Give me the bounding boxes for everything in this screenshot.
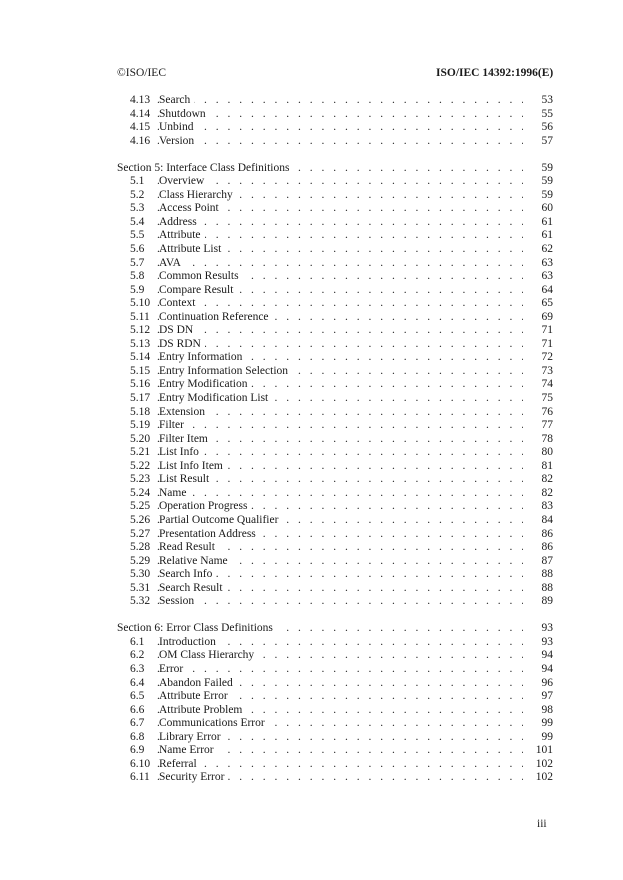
toc-entry-number: 5.25 [130,500,151,513]
toc-entry[interactable] [117,663,553,677]
toc-entry[interactable] [117,419,553,433]
toc-entry-page: 96 [523,677,553,691]
toc-entry-number: 4.16 [130,134,151,147]
dot-leader [157,406,523,420]
toc-entry-number: 6.5 [130,690,145,703]
toc-entry[interactable] [117,202,553,216]
toc-entry[interactable] [117,243,553,257]
toc-entry-number: 5.17 [130,392,151,405]
toc-entry[interactable] [117,351,553,365]
toc-entry-number: 6.9 [130,744,145,757]
toc-entry-page: 86 [523,528,553,542]
toc-entry-number: 5.9 [130,283,145,296]
toc-entry-page: 69 [523,311,553,325]
toc-entry-title: Security Error [159,771,228,785]
toc-entry[interactable] [117,446,553,460]
toc-entry-title: Common Results [159,270,243,284]
toc-entry-number: 5.2 [130,188,145,201]
toc-entry-number: 5.13 [130,337,151,350]
toc-entry-title: Relative Name [159,555,232,569]
toc-entry-title: Abandon Failed [159,677,237,691]
toc-entry-page: 88 [523,568,553,582]
dot-leader [157,135,523,149]
toc-entry-number: 5.11 [130,310,150,323]
toc-entry[interactable] [117,500,553,514]
toc-entry-title: Entry Modification List [159,392,272,406]
toc-entry-title: Class Hierarchy [159,189,237,203]
toc-entry-number: 6.10 [130,757,151,770]
toc-entry-page: 72 [523,351,553,365]
toc-entry-number: 5.26 [130,513,151,526]
toc-entry-page: 53 [523,94,553,108]
toc-entry-page: 77 [523,419,553,433]
toc-entry-number: 6.1 [130,635,145,648]
dot-leader [157,324,523,338]
dot-leader [157,94,523,108]
toc-entry-number: 6.7 [130,717,145,730]
toc-entry[interactable] [117,528,553,542]
toc-entry-number: 6.8 [130,730,145,743]
toc-entry-number: 5.21 [130,446,151,459]
toc-entry-title: Compare Result [159,284,237,298]
toc-entry[interactable] [117,406,553,420]
toc-entry-page: 86 [523,541,553,555]
toc-entry-title: Version [159,135,198,149]
toc-entry[interactable] [117,514,553,528]
toc-entry-number: 6.11 [130,771,150,784]
dot-leader [157,758,523,772]
toc-entry-page: 99 [523,717,553,731]
toc-entry-page: 102 [523,758,553,772]
toc-entry-page: 64 [523,284,553,298]
dot-leader [157,663,523,677]
toc-section-heading[interactable] [117,162,553,176]
toc-entry[interactable] [117,257,553,271]
header-standard-id: ISO/IEC 14392:1996(E) [436,67,554,79]
toc-entry-title: List Result [159,473,213,487]
toc-entry-number: 5.7 [130,256,145,269]
toc-entry-title: Name [159,487,190,501]
toc-entry-title: Context [159,297,199,311]
dot-leader [157,216,523,230]
toc-entry-page: 76 [523,406,553,420]
table-of-contents [117,94,553,785]
toc-entry[interactable] [117,758,553,772]
toc-entry-number: 4.15 [130,121,151,134]
toc-entry-title: Address [159,216,201,230]
toc-entry-page: 82 [523,473,553,487]
toc-entry-title: Search Info [159,568,216,582]
toc-entry[interactable] [117,433,553,447]
toc-entry-page: 88 [523,582,553,596]
toc-entry-page: 94 [523,663,553,677]
toc-entry-page: 71 [523,338,553,352]
toc-entry-title: List Info Item [159,460,227,474]
toc-entry-page: 83 [523,500,553,514]
footer-page-number: iii [537,818,547,830]
toc-entry-number: 5.22 [130,459,151,472]
toc-entry[interactable] [117,135,553,149]
toc-entry-title: Unbind [159,121,198,135]
toc-entry[interactable] [117,392,553,406]
toc-entry[interactable] [117,365,553,379]
toc-entry-page: 63 [523,257,553,271]
toc-entry-number: 5.18 [130,405,151,418]
toc-entry[interactable] [117,473,553,487]
toc-entry-number: 5.3 [130,202,145,215]
toc-entry[interactable] [117,378,553,392]
toc-entry-page: 65 [523,297,553,311]
toc-entry[interactable] [117,284,553,298]
toc-entry-title: Shutdown [159,108,210,122]
toc-entry-page: 61 [523,229,553,243]
toc-entry-title: Section 6: Error Class Definitions [117,622,277,636]
toc-entry[interactable] [117,487,553,501]
toc-entry-page: 71 [523,324,553,338]
toc-entry[interactable] [117,582,553,596]
toc-entry[interactable] [117,704,553,718]
toc-entry-number: 6.3 [130,662,145,675]
toc-entry-title: Entry Information [159,351,246,365]
toc-entry-number: 5.4 [130,215,145,228]
toc-entry-title: List Info [159,446,203,460]
toc-entry-title: Continuation Reference [159,311,273,325]
toc-entry-page: 89 [523,595,553,609]
toc-entry[interactable] [117,94,553,108]
dot-leader [157,297,523,311]
toc-entry-title: Overview [159,175,208,189]
toc-entry-page: 87 [523,555,553,569]
toc-entry-title: Attribute [159,229,205,243]
toc-entry-number: 5.1 [130,175,145,188]
toc-entry-number: 4.13 [130,94,151,106]
toc-entry-title: Attribute Error [159,690,232,704]
dot-leader [157,595,523,609]
toc-entry-title: Search [159,94,194,108]
toc-entry-title: Name Error [159,744,218,758]
toc-entry[interactable] [117,649,553,663]
toc-entry-title: Entry Information Selection [159,365,292,379]
toc-entry[interactable] [117,731,553,745]
toc-entry-page: 59 [523,175,553,189]
header-copyright: ©ISO/IEC [117,67,166,79]
toc-entry-page: 78 [523,433,553,447]
toc-entry-number: 5.28 [130,541,151,554]
toc-entry-title: Partial Outcome Qualifier [159,514,282,528]
toc-entry[interactable] [117,324,553,338]
toc-entry-page: 101 [523,744,553,758]
toc-entry-page: 60 [523,202,553,216]
toc-entry-number: 5.32 [130,595,151,608]
toc-entry-page: 98 [523,704,553,718]
toc-entry-title: Operation Progress [159,500,251,514]
dot-leader [157,419,523,433]
toc-entry-number: 5.8 [130,270,145,283]
toc-entry[interactable] [117,229,553,243]
dot-leader [157,446,523,460]
dot-leader [157,257,523,271]
toc-entry-page: 93 [523,622,553,636]
toc-entry-page: 57 [523,135,553,149]
toc-entry-title: Section 5: Interface Class Definitions [117,162,293,176]
toc-entry-number: 6.2 [130,649,145,662]
toc-entry-page: 75 [523,392,553,406]
toc-entry[interactable] [117,744,553,758]
toc-entry-title: Read Result [159,541,219,555]
toc-entry-number: 5.24 [130,486,151,499]
toc-entry-title: Communications Error [159,717,269,731]
toc-entry[interactable] [117,677,553,691]
toc-entry-title: Attribute List [159,243,225,257]
toc-entry[interactable] [117,568,553,582]
toc-entry-title: Entry Modification [159,378,251,392]
toc-entry[interactable] [117,189,553,203]
toc-entry[interactable] [117,541,553,555]
toc-entry[interactable] [117,690,553,704]
toc-entry-number: 5.27 [130,527,151,540]
toc-entry-title: Referral [159,758,201,772]
toc-entry-page: 74 [523,378,553,392]
dot-leader [157,487,523,501]
toc-entry-number: 5.10 [130,297,151,310]
toc-entry[interactable] [117,121,553,135]
dot-leader [157,338,523,352]
toc-entry[interactable] [117,460,553,474]
toc-entry-title: DS DN [159,324,197,338]
toc-entry-page: 84 [523,514,553,528]
toc-entry-page: 59 [523,162,553,176]
toc-entry-page: 56 [523,121,553,135]
toc-entry-number: 5.19 [130,419,151,432]
toc-entry-page: 81 [523,460,553,474]
toc-entry-number: 5.14 [130,351,151,364]
toc-entry-page: 73 [523,365,553,379]
toc-section-heading[interactable] [117,622,553,636]
toc-entry-title: OM Class Hierarchy [159,649,258,663]
dot-leader [157,121,523,135]
toc-entry-number: 5.16 [130,378,151,391]
toc-entry-title: Library Error [159,731,225,745]
toc-entry-page: 59 [523,189,553,203]
toc-entry-title: Filter Item [159,433,212,447]
toc-entry-title: Session [159,595,198,609]
toc-entry[interactable] [117,270,553,284]
toc-entry-title: Extension [159,406,209,420]
dot-leader [157,229,523,243]
toc-entry-number: 6.6 [130,703,145,716]
toc-entry-number: 5.5 [130,229,145,242]
toc-entry-title: Presentation Address [159,528,260,542]
toc-entry[interactable] [117,636,553,650]
toc-entry-page: 80 [523,446,553,460]
toc-entry-title: Filter [159,419,188,433]
toc-entry-title: AVA [159,257,185,271]
toc-entry[interactable] [117,297,553,311]
toc-entry[interactable] [117,108,553,122]
toc-entry-page: 99 [523,731,553,745]
toc-spacer [117,148,553,162]
toc-entry-page: 61 [523,216,553,230]
toc-entry-number: 6.4 [130,676,145,689]
toc-entry[interactable] [117,216,553,230]
toc-entry-title: Search Result [159,582,227,596]
toc-entry-title: Access Point [159,202,223,216]
toc-entry-title: DS RDN [159,338,205,352]
toc-entry-page: 94 [523,649,553,663]
toc-entry[interactable] [117,717,553,731]
toc-entry-number: 5.20 [130,432,151,445]
toc-entry-page: 63 [523,270,553,284]
dot-leader [157,175,523,189]
toc-entry-number: 5.31 [130,581,151,594]
toc-entry-page: 55 [523,108,553,122]
toc-entry-page: 82 [523,487,553,501]
toc-entry[interactable] [117,595,553,609]
toc-entry-page: 62 [523,243,553,257]
toc-entry-number: 5.29 [130,554,151,567]
toc-entry-number: 5.30 [130,568,151,581]
dot-leader [157,108,523,122]
toc-entry-title: Error [159,663,187,677]
toc-entry-number: 5.23 [130,473,151,486]
dot-leader [157,433,523,447]
toc-entry-number: 5.12 [130,324,151,337]
toc-entry-page: 93 [523,636,553,650]
toc-spacer [117,609,553,623]
toc-entry[interactable] [117,771,553,785]
toc-entry-page: 97 [523,690,553,704]
toc-entry-number: 4.14 [130,107,151,120]
toc-entry-title: Attribute Problem [159,704,246,718]
toc-entry[interactable] [117,338,553,352]
toc-entry-page: 102 [523,771,553,785]
toc-entry-number: 5.6 [130,243,145,256]
toc-entry-title: Introduction [159,636,220,650]
toc-entry[interactable] [117,555,553,569]
toc-entry-number: 5.15 [130,364,151,377]
toc-entry[interactable] [117,175,553,189]
toc-entry[interactable] [117,311,553,325]
